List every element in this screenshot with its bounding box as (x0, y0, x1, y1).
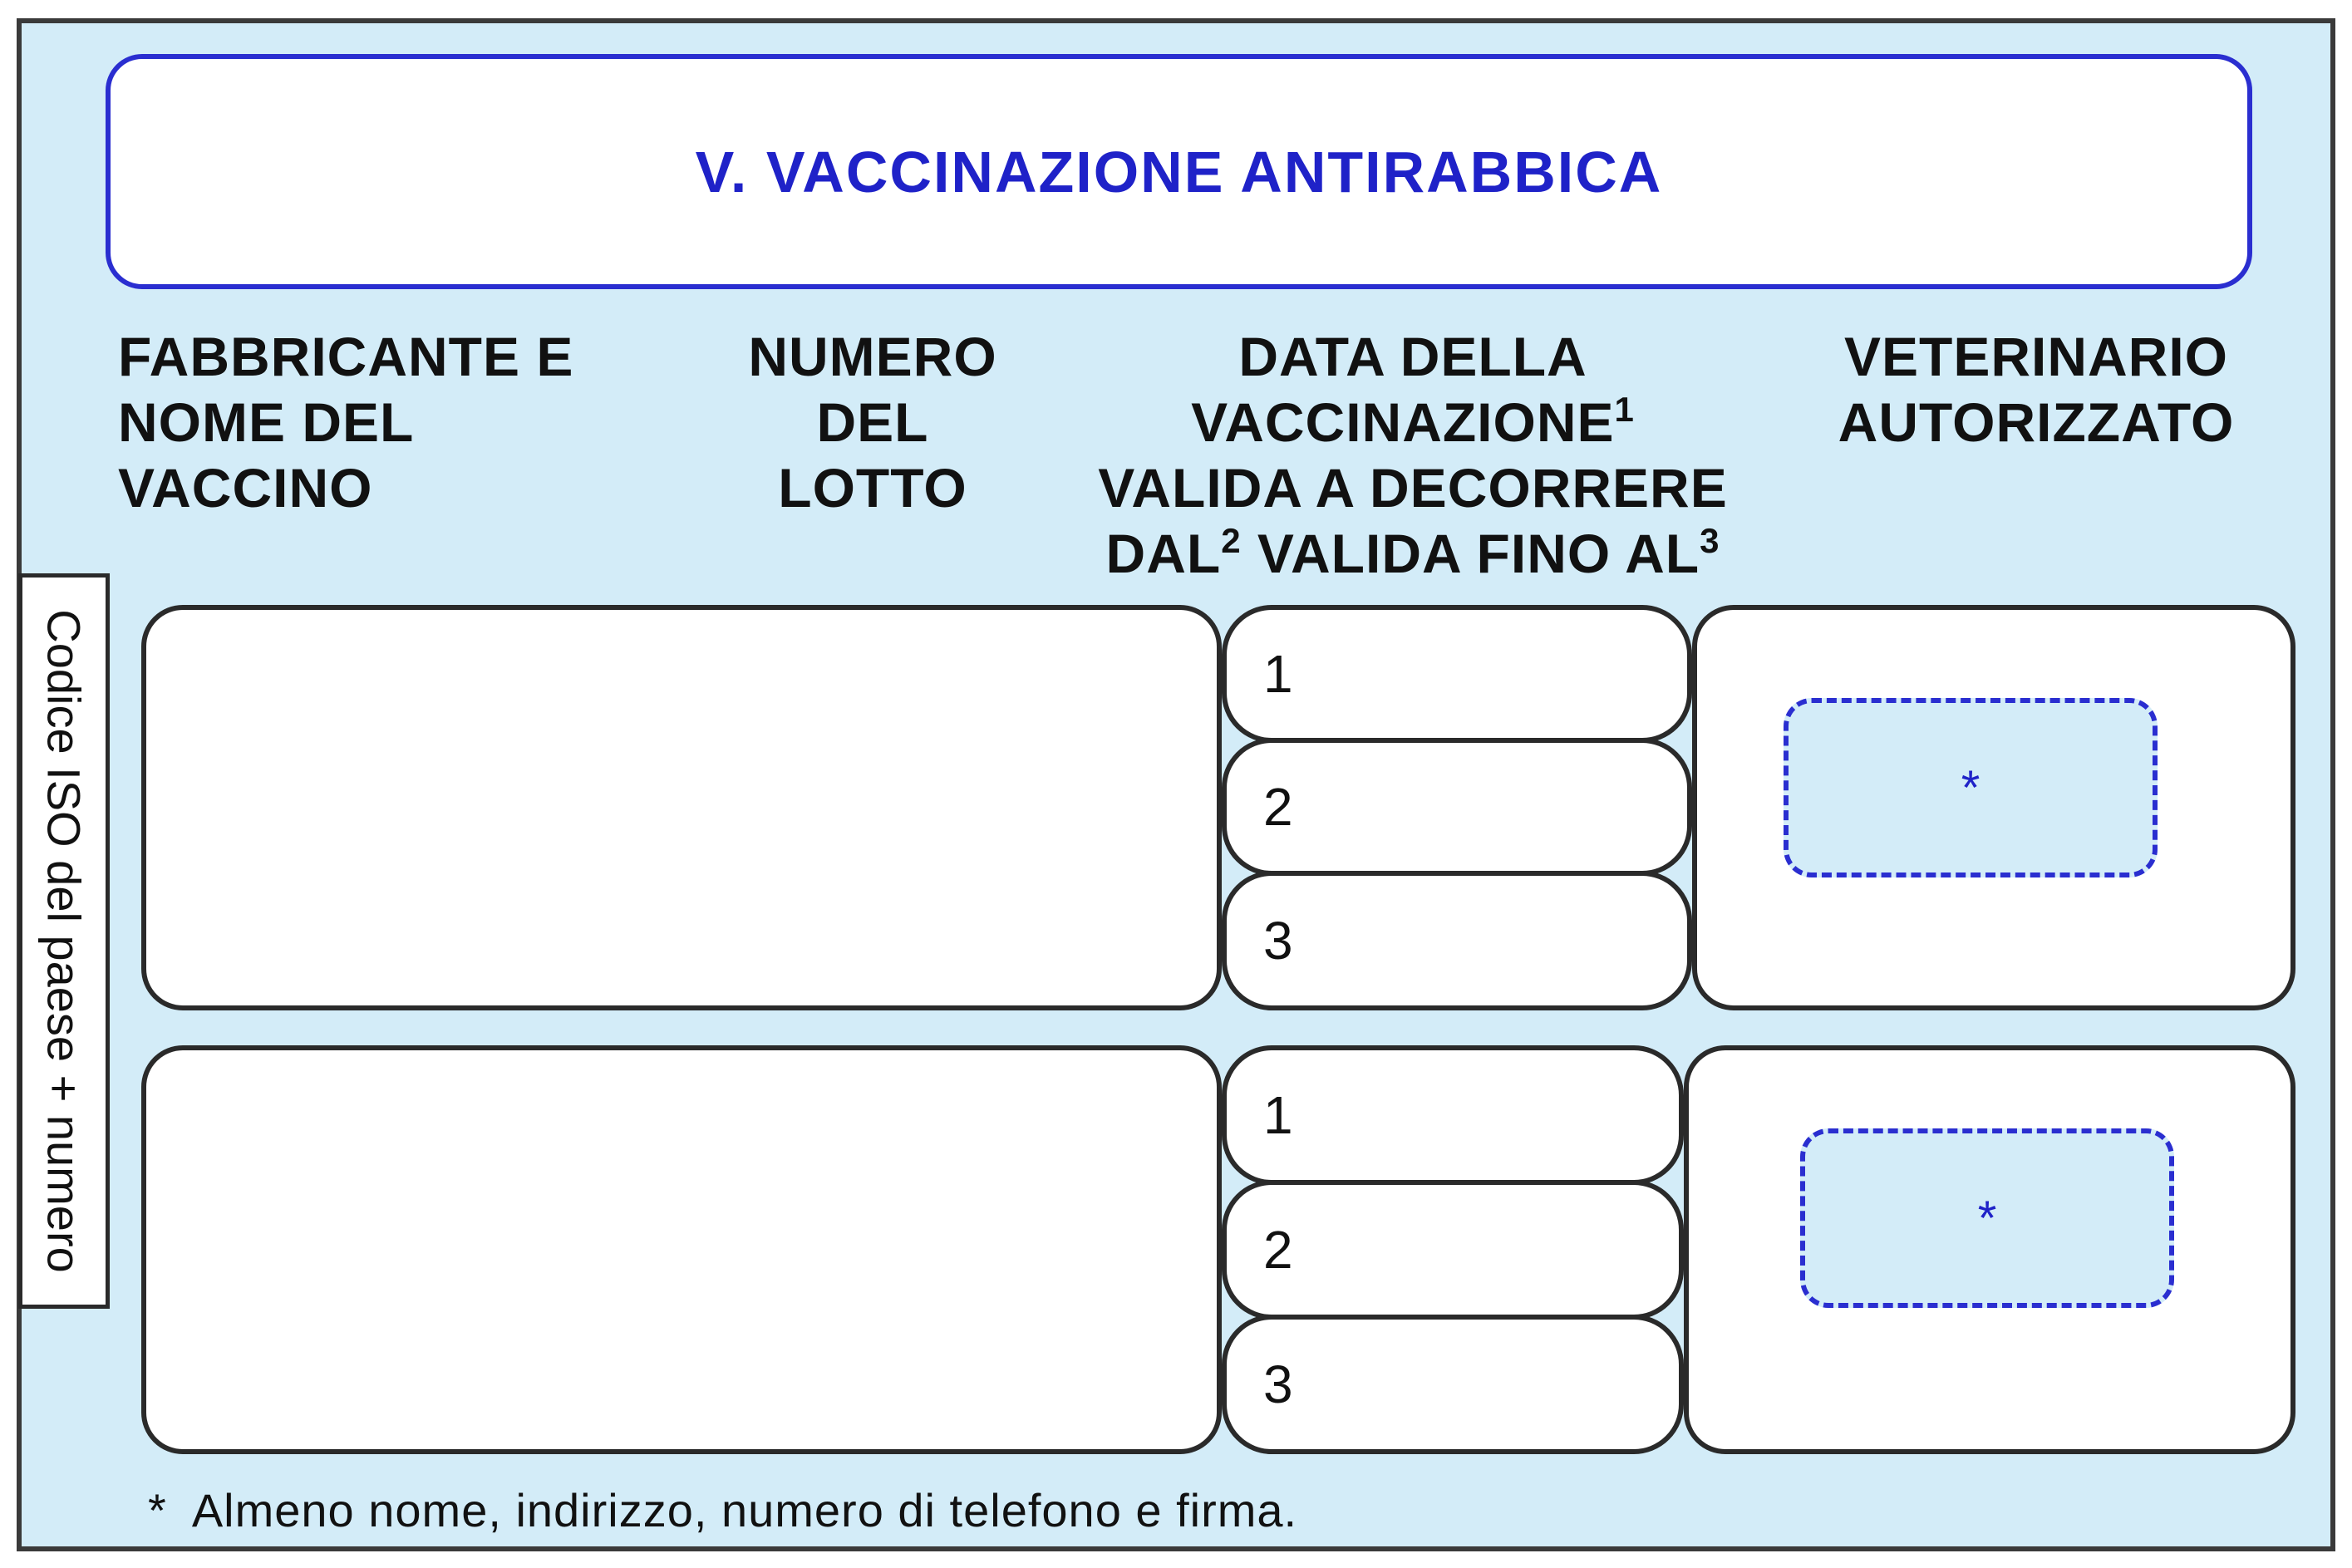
section-title: V. VACCINAZIONE ANTIRABBICA (695, 139, 1663, 204)
date-field-number: 2 (1263, 1220, 1293, 1280)
header-manufacturer-line: FABBRICANTE E (118, 326, 574, 387)
date-field[interactable] (1222, 605, 1692, 743)
date-field-number: 1 (1263, 644, 1293, 704)
header-date-line4-a: DAL (1105, 523, 1222, 584)
date-field[interactable] (1222, 871, 1692, 1010)
vet-stamp-area[interactable] (1800, 1128, 2174, 1308)
header-vet-line: AUTORIZZATO (1838, 391, 2235, 453)
header-vet (1812, 324, 2261, 455)
asterisk-marker: * (1977, 1191, 1997, 1246)
header-manufacturer-line: NOME DEL (118, 391, 415, 453)
date-field[interactable] (1222, 1045, 1684, 1185)
date-field[interactable] (1222, 1315, 1684, 1454)
header-batch (748, 324, 997, 521)
vaccine-batch-field[interactable] (141, 605, 1222, 1010)
asterisk-marker: * (1961, 760, 1981, 815)
vet-stamp-area[interactable] (1784, 698, 2158, 877)
header-batch-line: DEL (816, 391, 929, 453)
footnote-ref-3: 3 (1700, 521, 1720, 560)
header-date-line1: DATA DELLA (1238, 326, 1587, 387)
header-manufacturer-line: VACCINO (118, 457, 373, 519)
country-code-label: Codice ISO del paese + numero (37, 609, 91, 1273)
header-date-line2-text: VACCINAZIONE (1191, 391, 1615, 453)
date-field[interactable] (1222, 1180, 1684, 1320)
section-title-box (106, 54, 2252, 289)
date-field-number: 3 (1263, 1354, 1293, 1414)
header-batch-line: NUMERO (748, 326, 997, 387)
footnote-ref-1: 1 (1614, 390, 1635, 429)
vaccine-batch-field[interactable] (141, 1045, 1222, 1454)
header-date-line4 (1064, 521, 1762, 587)
date-field-number: 2 (1263, 777, 1293, 837)
date-field[interactable] (1222, 738, 1692, 876)
header-date-line3: VALIDA A DECORRERE (1098, 457, 1728, 519)
date-field-number: 3 (1263, 911, 1293, 971)
header-date-line4-b: VALIDA FINO AL (1241, 523, 1700, 584)
date-field-number: 1 (1263, 1085, 1293, 1145)
header-date-line2 (1064, 390, 1762, 455)
header-batch-line: LOTTO (778, 457, 967, 519)
header-date (1064, 324, 1762, 587)
country-code-tab (18, 573, 110, 1309)
footnote-ref-2: 2 (1221, 521, 1242, 560)
header-vet-line: VETERINARIO (1843, 326, 2229, 387)
footnote: * Almeno nome, indirizzo, numero di telefono e firma. (148, 1484, 1298, 1536)
header-manufacturer (118, 324, 573, 521)
